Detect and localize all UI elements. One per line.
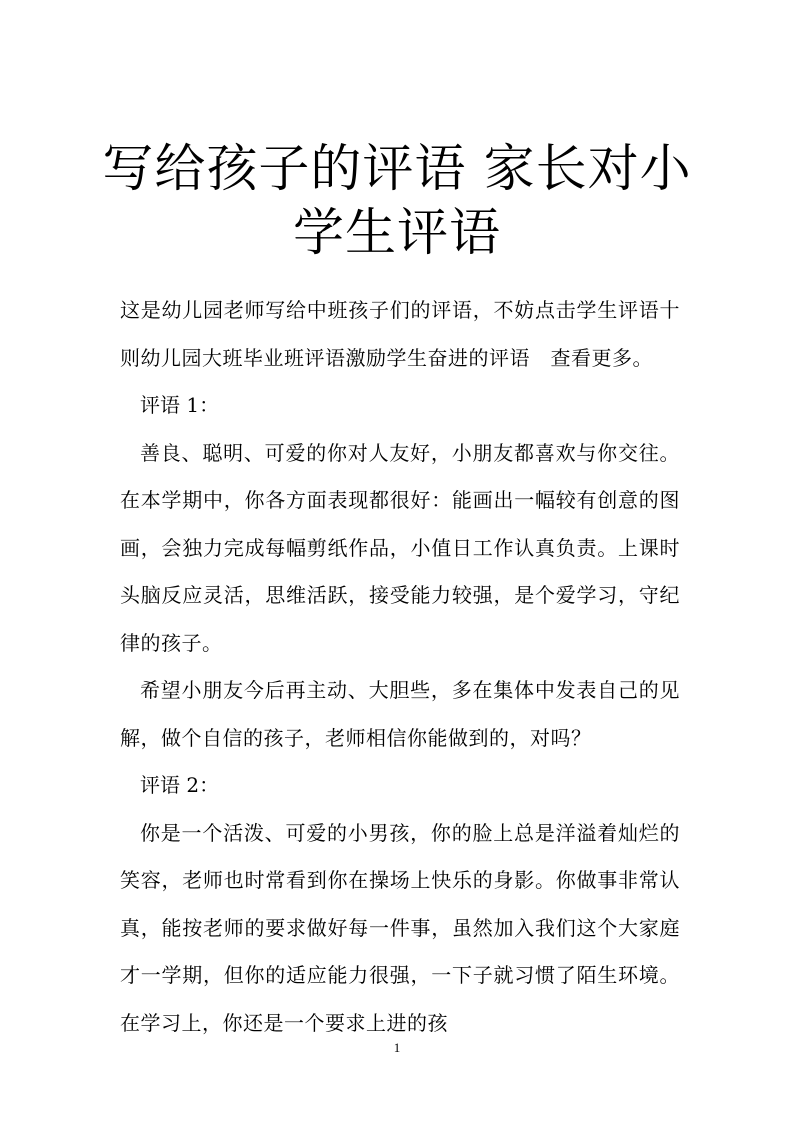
intro-paragraph: 这是幼儿园老师写给中班孩子们的评语，不妨点击学生评语十则幼儿园大班毕业班评语激励学生奋进的评语 查看更多。	[120, 298, 680, 370]
section-label-1: 评语 1：	[140, 393, 220, 417]
document-body	[120, 287, 680, 1047]
section-2-paragraph-1: 你是一个活泼、可爱的小男孩，你的脸上总是洋溢着灿烂的笑容，老师也时常看到你在操场上快乐的身影。你做事非常认真，能按老师的要求做好每一件事，虽然加入我们这个大家庭才一学期，但你的适应能力很强，一下子就习惯了陌生环境。在学习上，你还是一个要求上进的孩	[120, 820, 680, 1035]
page-number: 1	[393, 1040, 401, 1055]
section-1-paragraph-2: 希望小朋友今后再主动、大胆些，多在集体中发表自己的见解，做个自信的孩子，老师相信你能做到的，对吗？	[120, 678, 680, 750]
document-title: 写给孩子的评语 家长对小学生评语	[102, 140, 692, 263]
section-1-paragraph-1: 善良、聪明、可爱的你对人友好，小朋友都喜欢与你交往。在本学期中，你各方面表现都很好：能画出一幅较有创意的图画，会独力完成每幅剪纸作品，小值日工作认真负责。上课时头脑反应灵活，思维活跃，接受能力较强，是个爱学习，守纪律的孩子。	[120, 440, 680, 655]
section-label-2: 评语 2：	[140, 773, 220, 797]
